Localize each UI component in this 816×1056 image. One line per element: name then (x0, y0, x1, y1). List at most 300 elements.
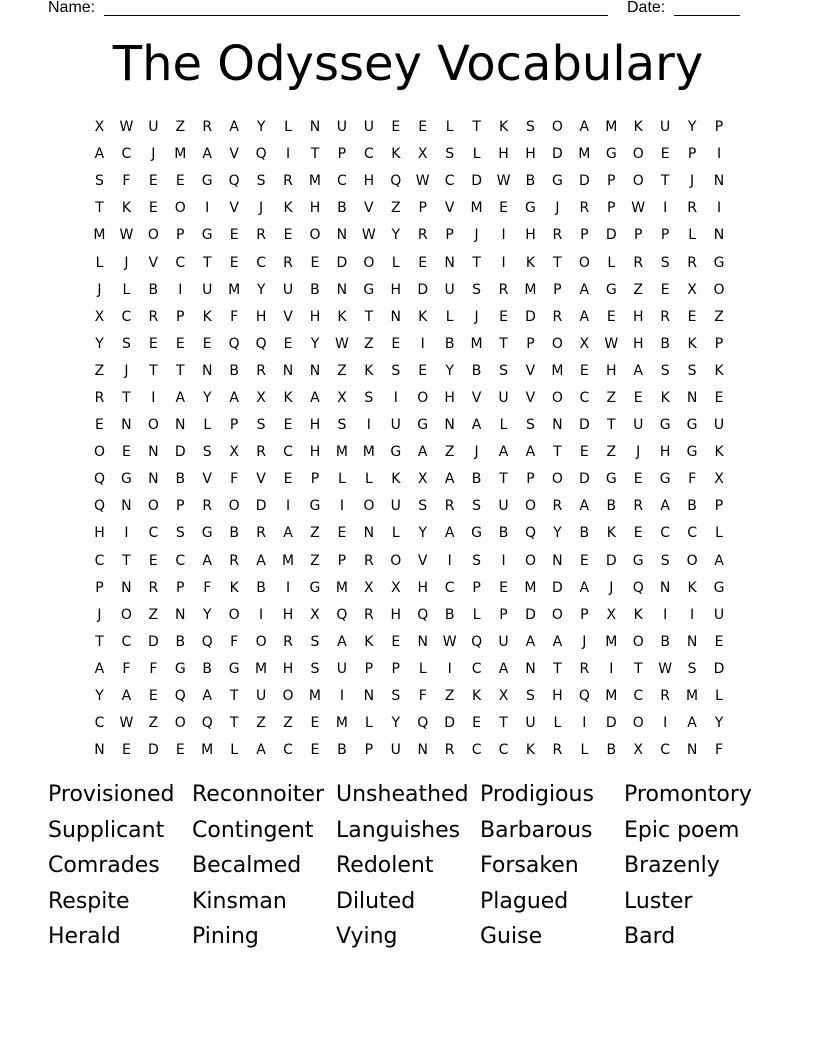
word-search-grid (86, 114, 734, 764)
grid-letter: K (633, 606, 643, 623)
grid-letter: Y (202, 389, 212, 406)
grid-letter: N (363, 525, 375, 542)
grid-letter: R (229, 552, 240, 569)
grid-letter: M (281, 552, 295, 569)
grid-letter: G (713, 579, 725, 596)
grid-letter: X (417, 146, 428, 163)
grid-row (86, 575, 734, 602)
grid-letter: E (633, 525, 643, 542)
grid-letter: M (524, 281, 537, 298)
grid-letter: V (525, 389, 536, 406)
grid-letter: X (579, 335, 590, 352)
grid-letter: P (607, 173, 616, 190)
grid-letter: V (417, 552, 428, 569)
grid-letter: D (578, 471, 590, 488)
grid-letter: V (229, 146, 239, 163)
grid-letter: O (309, 227, 321, 244)
grid-letter: A (94, 146, 105, 163)
grid-letter: G (201, 173, 213, 190)
grid-letter: D (174, 444, 186, 461)
grid-letter: K (283, 389, 293, 406)
grid-letter: M (174, 146, 187, 163)
grid-letter: R (148, 308, 159, 325)
grid-letter: I (205, 200, 210, 217)
grid-letter: E (148, 688, 158, 705)
grid-letter: G (659, 417, 671, 434)
grid-letter: B (606, 498, 617, 515)
grid-letter: B (175, 471, 186, 488)
grid-letter: R (579, 660, 590, 677)
grid-letter: Z (633, 281, 644, 298)
grid-letter: B (256, 579, 266, 596)
grid-letter: P (633, 227, 643, 244)
grid-letter: N (552, 417, 563, 434)
grid-letter: J (124, 362, 129, 379)
grid-letter: O (363, 254, 375, 271)
grid-letter: O (632, 146, 644, 163)
grid-letter: L (364, 715, 373, 732)
grid-letter: E (175, 173, 185, 190)
word-list-item: Bard (624, 924, 676, 950)
grid-letter: X (417, 471, 428, 488)
grid-letter: A (525, 633, 536, 650)
word-list-item: Respite (48, 888, 130, 914)
grid-letter: Q (255, 335, 267, 352)
grid-letter: E (579, 552, 589, 569)
grid-letter: O (686, 552, 698, 569)
grid-letter: F (230, 471, 239, 488)
grid-letter: R (444, 742, 455, 759)
grid-letter: K (283, 200, 293, 217)
grid-letter: E (418, 362, 428, 379)
grid-letter: L (364, 471, 373, 488)
grid-letter: O (713, 281, 725, 298)
grid-letter: L (553, 715, 562, 732)
grid-letter: E (579, 444, 589, 461)
grid-letter: C (579, 389, 590, 406)
grid-letter: N (148, 471, 159, 488)
grid-row (86, 548, 734, 575)
grid-letter: O (390, 552, 402, 569)
word-list-item: Redolent (336, 853, 434, 879)
grid-letter: C (471, 660, 482, 677)
grid-letter: J (259, 200, 264, 217)
grid-letter: V (525, 362, 536, 379)
grid-letter: P (607, 200, 616, 217)
grid-letter: D (471, 173, 482, 190)
grid-letter: L (715, 525, 723, 542)
grid-letter: H (94, 525, 105, 542)
grid-letter: H (525, 146, 536, 163)
grid-letter: P (714, 335, 724, 352)
grid-letter: U (336, 119, 348, 136)
grid-letter: G (363, 281, 375, 298)
grid-letter: G (686, 417, 698, 434)
grid-letter: N (363, 688, 375, 705)
grid-letter: M (255, 660, 268, 677)
grid-letter: R (633, 498, 644, 515)
grid-letter: S (687, 362, 697, 379)
grid-letter: G (471, 525, 483, 542)
grid-letter: D (578, 417, 590, 434)
grid-letter: V (283, 308, 293, 325)
grid-letter: A (94, 660, 105, 677)
grid-letter: H (606, 362, 617, 379)
grid-letter: T (310, 146, 320, 163)
grid-letter: E (283, 471, 293, 488)
grid-letter: I (582, 715, 587, 732)
grid-letter: O (632, 633, 644, 650)
word-list (48, 778, 778, 956)
grid-letter: I (393, 389, 398, 406)
grid-letter: P (526, 471, 535, 488)
grid-letter: E (579, 362, 589, 379)
grid-letter: K (687, 579, 697, 596)
grid-letter: A (283, 525, 293, 542)
grid-letter: X (337, 389, 347, 406)
grid-letter: T (633, 660, 643, 677)
grid-letter: T (607, 417, 616, 434)
grid-letter: P (687, 146, 697, 163)
grid-letter: C (283, 742, 293, 759)
grid-letter: R (148, 579, 159, 596)
grid-letter: S (660, 254, 670, 271)
grid-letter: P (499, 606, 508, 623)
grid-letter: A (256, 552, 266, 569)
grid-letter: L (580, 742, 589, 759)
grid-row (86, 141, 734, 168)
grid-letter: O (228, 498, 240, 515)
grid-letter: X (633, 742, 644, 759)
grid-letter: V (148, 254, 159, 271)
grid-letter: K (472, 688, 482, 705)
grid-letter: G (201, 525, 213, 542)
grid-letter: P (391, 660, 400, 677)
grid-letter: P (176, 227, 185, 244)
grid-letter: Z (337, 362, 347, 379)
grid-letter: N (94, 742, 105, 759)
grid-letter: S (121, 335, 131, 352)
word-list-item: Prodigious (480, 782, 594, 807)
grid-letter: Z (256, 715, 266, 732)
grid-letter: U (282, 281, 294, 298)
grid-letter: A (202, 146, 212, 163)
grid-letter: N (444, 417, 455, 434)
grid-letter: N (336, 281, 348, 298)
grid-letter: I (420, 335, 425, 352)
grid-letter: A (633, 362, 643, 379)
grid-letter: F (715, 742, 724, 759)
grid-letter: V (202, 471, 212, 488)
grid-letter: N (282, 362, 294, 379)
grid-letter: I (609, 660, 614, 677)
grid-row (86, 520, 734, 547)
grid-letter: H (363, 173, 375, 190)
grid-letter: J (555, 200, 560, 217)
grid-letter: C (687, 525, 697, 542)
grid-letter: H (417, 579, 428, 596)
grid-letter: E (283, 335, 293, 352)
grid-letter: T (660, 173, 670, 190)
grid-letter: I (501, 552, 506, 569)
grid-letter: C (121, 146, 132, 163)
grid-letter: Q (524, 525, 536, 542)
grid-letter: I (151, 389, 156, 406)
grid-letter: S (526, 688, 535, 705)
grid-letter: P (337, 146, 347, 163)
grid-letter: S (95, 173, 104, 190)
grid-letter: E (418, 119, 428, 136)
grid-letter: G (120, 471, 132, 488)
grid-letter: C (121, 633, 132, 650)
grid-letter: R (363, 606, 374, 623)
grid-letter: B (660, 335, 670, 352)
word-list-item: Guise (480, 924, 543, 950)
grid-letter: J (474, 308, 479, 325)
grid-letter: R (687, 254, 697, 271)
grid-letter: M (605, 688, 618, 705)
grid-letter: T (122, 389, 131, 406)
grid-letter: Y (256, 119, 266, 136)
grid-letter: Y (391, 715, 401, 732)
grid-letter: U (255, 688, 267, 705)
grid-letter: O (551, 389, 563, 406)
grid-letter: W (496, 173, 511, 190)
grid-letter: A (498, 444, 509, 461)
grid-row (86, 412, 734, 439)
word-list-item: Reconnoiter (192, 782, 325, 807)
grid-letter: N (175, 417, 186, 434)
grid-letter: G (390, 444, 402, 461)
grid-letter: L (715, 688, 723, 705)
word-list-item: Vying (336, 924, 398, 950)
grid-letter: O (551, 606, 563, 623)
grid-letter: B (687, 498, 697, 515)
grid-letter: V (444, 200, 455, 217)
grid-letter: W (334, 335, 349, 352)
grid-letter: N (390, 308, 402, 325)
grid-letter: N (713, 227, 725, 244)
grid-letter: Q (632, 579, 644, 596)
grid-letter: Q (228, 173, 240, 190)
grid-letter: F (230, 633, 239, 650)
grid-letter: U (444, 281, 455, 298)
grid-letter: S (687, 660, 697, 677)
grid-letter: E (660, 281, 670, 298)
grid-letter: K (337, 308, 347, 325)
grid-letter: Q (417, 715, 429, 732)
word-list-item: Supplicant (48, 817, 165, 843)
grid-letter: A (121, 688, 132, 705)
grid-letter: R (94, 389, 105, 406)
grid-letter: A (175, 389, 186, 406)
grid-letter: K (660, 389, 670, 406)
grid-letter: S (256, 417, 266, 434)
grid-letter: L (391, 525, 400, 542)
grid-letter: K (714, 444, 724, 461)
grid-letter: J (97, 606, 102, 623)
grid-letter: Z (606, 444, 617, 461)
word-list-item: Contingent (192, 817, 314, 843)
grid-letter: T (553, 444, 562, 461)
grid-letter: R (552, 308, 563, 325)
grid-letter: N (417, 742, 428, 759)
grid-letter: I (447, 552, 452, 569)
grid-letter: R (660, 688, 671, 705)
grid-letter: K (364, 633, 374, 650)
grid-letter: A (579, 579, 590, 596)
grid-letter: U (390, 498, 401, 515)
grid-letter: C (283, 444, 293, 461)
grid-letter: N (121, 579, 132, 596)
grid-letter: G (659, 471, 671, 488)
grid-letter: W (119, 119, 134, 136)
grid-letter: H (309, 444, 321, 461)
grid-letter: V (229, 200, 239, 217)
grid-letter: R (283, 633, 293, 650)
grid-letter: X (714, 471, 724, 488)
grid-letter: U (498, 389, 509, 406)
grid-letter: U (202, 281, 213, 298)
word-list-item: Herald (48, 924, 121, 950)
grid-letter: R (417, 227, 428, 244)
grid-letter: K (525, 254, 536, 271)
grid-letter: L (230, 742, 239, 759)
grid-letter: C (444, 579, 455, 596)
grid-letter: S (175, 525, 185, 542)
grid-letter: D (147, 633, 159, 650)
grid-letter: O (363, 498, 375, 515)
grid-letter: Z (364, 335, 374, 352)
grid-letter: A (660, 498, 670, 515)
grid-letter: T (553, 660, 562, 677)
grid-letter: N (552, 552, 563, 569)
grid-letter: G (309, 579, 321, 596)
grid-letter: T (95, 200, 104, 217)
grid-letter: E (499, 200, 508, 217)
grid-letter: A (202, 688, 212, 705)
grid-letter: T (229, 688, 239, 705)
grid-letter: K (229, 579, 239, 596)
grid-letter: L (95, 254, 104, 271)
grid-letter: L (203, 417, 212, 434)
word-list-item: Kinsman (192, 888, 287, 914)
grid-letter: E (391, 335, 401, 352)
grid-letter: L (338, 471, 346, 488)
grid-letter: J (474, 444, 479, 461)
grid-letter: I (178, 281, 183, 298)
grid-letter: N (121, 417, 132, 434)
grid-letter: E (687, 308, 697, 325)
grid-letter: Y (95, 335, 104, 352)
grid-row (86, 168, 734, 195)
grid-letter: R (498, 281, 509, 298)
grid-letter: M (686, 688, 699, 705)
grid-letter: A (579, 119, 590, 136)
grid-letter: I (690, 606, 695, 623)
grid-letter: X (498, 688, 509, 705)
grid-letter: C (498, 742, 509, 759)
grid-letter: O (551, 471, 563, 488)
grid-letter: D (578, 173, 590, 190)
grid-letter: R (202, 498, 213, 515)
grid-letter: W (119, 227, 134, 244)
grid-letter: U (713, 606, 725, 623)
grid-letter: E (148, 200, 158, 217)
grid-letter: I (501, 254, 506, 271)
grid-letter: P (553, 281, 562, 298)
grid-letter: X (229, 444, 239, 461)
grid-letter: U (660, 119, 671, 136)
grid-letter: O (551, 335, 563, 352)
grid-letter: P (660, 227, 670, 244)
grid-letter: Z (310, 525, 320, 542)
grid-letter: M (228, 281, 241, 298)
grid-letter: S (660, 362, 670, 379)
grid-letter: D (605, 227, 617, 244)
grid-letter: G (309, 498, 321, 515)
grid-letter: F (203, 579, 212, 596)
grid-letter: R (256, 444, 266, 461)
grid-row (86, 710, 734, 737)
grid-letter: G (605, 146, 617, 163)
grid-letter: D (417, 281, 429, 298)
grid-letter: J (97, 281, 102, 298)
grid-letter: B (444, 335, 455, 352)
grid-letter: A (579, 281, 590, 298)
grid-letter: E (633, 389, 643, 406)
grid-letter: B (498, 525, 509, 542)
grid-letter: W (442, 633, 457, 650)
grid-letter: L (391, 254, 400, 271)
grid-letter: D (713, 660, 725, 677)
grid-letter: R (633, 254, 644, 271)
grid-letter: C (256, 254, 266, 271)
grid-letter: E (418, 254, 428, 271)
grid-letter: N (417, 633, 428, 650)
grid-letter: S (472, 281, 482, 298)
grid-letter: C (175, 254, 186, 271)
grid-letter: U (390, 417, 401, 434)
grid-row (86, 656, 734, 683)
grid-letter: M (93, 227, 106, 244)
grid-letter: E (229, 227, 239, 244)
grid-letter: A (444, 525, 455, 542)
grid-letter: W (415, 173, 430, 190)
grid-letter: U (633, 417, 644, 434)
grid-letter: R (202, 119, 213, 136)
grid-letter: X (94, 119, 105, 136)
grid-letter: P (714, 498, 724, 515)
grid-letter: D (552, 579, 563, 596)
grid-letter: C (660, 742, 671, 759)
grid-letter: W (631, 200, 646, 217)
grid-letter: O (551, 119, 563, 136)
grid-letter: P (472, 579, 481, 596)
grid-letter: Y (418, 525, 427, 542)
grid-letter: L (472, 606, 481, 623)
grid-letter: E (310, 254, 320, 271)
grid-letter: R (444, 498, 455, 515)
word-list-item: Unsheathed (336, 782, 469, 807)
grid-letter: H (659, 444, 671, 461)
grid-row (86, 277, 734, 304)
grid-letter: R (283, 254, 293, 271)
word-list-item: Promontory (624, 782, 752, 807)
grid-letter: L (445, 119, 454, 136)
grid-letter: O (174, 715, 186, 732)
grid-letter: K (606, 525, 616, 542)
